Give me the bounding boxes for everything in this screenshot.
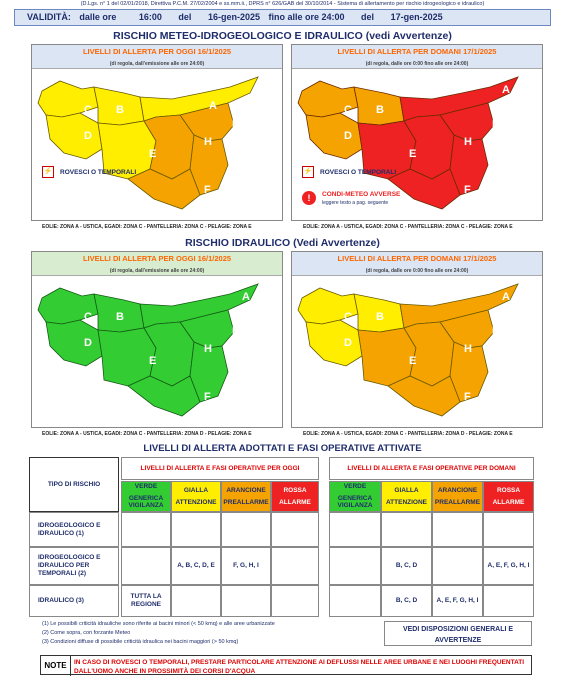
- table-cell: B, C, D: [381, 547, 432, 585]
- zone-d: [46, 320, 102, 366]
- svg-text:E: E: [149, 148, 157, 160]
- panel-subtitle: (di regola, dall'emissione alle ore 24:00): [109, 268, 205, 274]
- svg-text:C: C: [344, 311, 352, 323]
- panel-hydraulic-today: [31, 251, 283, 428]
- zone-d: [46, 113, 102, 159]
- svg-text:G: G: [228, 383, 237, 395]
- table-cell: B, C, D: [381, 585, 432, 617]
- table-cell: [221, 512, 271, 547]
- svg-text:F: F: [204, 391, 211, 403]
- table-cell: A, B, C, D, E: [171, 547, 221, 585]
- legend-adverse-sub: leggere testo a pag. seguente: [322, 200, 389, 206]
- svg-text:A: A: [209, 100, 217, 112]
- alert-table: [29, 457, 534, 617]
- table-cell: [121, 512, 171, 547]
- note-text: IN CASO DI ROVESCI O TEMPORALI, PRESTARE PARTICOLARE ATTENZIONE AI DEFLUSSI NELLE AREE URBANE E NEI LUOGHI FREQUENTATI DALL'UOMO ANCHE IN PROSSIMITÀ DEI CORSI D'ACQUA: [74, 659, 525, 675]
- svg-text:B: B: [376, 311, 384, 323]
- islands-note: EOLIE: ZONA A - USTICA, EGADI: ZONA C - PANTELLERIA: ZONA C - PELAGIE: ZONA E: [303, 224, 513, 230]
- note-box: [40, 655, 532, 675]
- panel-subtitle: (di regola, dalle ore 0:00 fino alle ore 24:00): [365, 268, 469, 274]
- level-red-tomorrow: ROSSA ALLARME: [483, 481, 534, 512]
- table-cell: F, G, H, I: [221, 547, 271, 585]
- svg-text:H: H: [464, 136, 472, 148]
- panel-title: LIVELLI DI ALLERTA PER DOMANI 17/1/2025: [337, 254, 497, 263]
- del-label-2: del: [361, 12, 375, 22]
- from-time: 16:00: [138, 12, 162, 22]
- svg-text:G: G: [488, 176, 497, 188]
- note-label: NOTE: [41, 656, 71, 676]
- storm-icon: ⚡: [302, 166, 314, 178]
- table-cell: [271, 585, 319, 617]
- svg-text:C: C: [84, 104, 92, 116]
- islands-note: EOLIE: ZONA A - USTICA, EGADI: ZONA C - PANTELLERIA: ZONA C - PELAGIE: ZONA E: [42, 224, 252, 230]
- del-label-1: del: [178, 12, 192, 22]
- zone-d: [306, 113, 362, 159]
- table-cell: [271, 547, 319, 585]
- table-cell: [329, 585, 381, 617]
- svg-text:F: F: [464, 184, 471, 196]
- table-cell: [432, 512, 483, 547]
- level-orange-today: ARANCIONE PREALLARME: [221, 481, 271, 512]
- svg-text:D: D: [344, 337, 352, 349]
- svg-text:E: E: [409, 355, 417, 367]
- row-label-idrogeo: IDROGEOLOGICO E IDRAULICO (1): [29, 512, 119, 547]
- storm-icon: ⚡: [42, 166, 54, 178]
- panel-meteo-tomorrow: [291, 44, 543, 221]
- to-date: 17-gen-2025: [390, 12, 443, 22]
- svg-text:D: D: [84, 130, 92, 142]
- svg-text:I: I: [492, 325, 496, 337]
- table-title: LIVELLI DI ALLERTA ADOTTATI E FASI OPERATIVE ATTIVATE: [143, 443, 422, 454]
- row-label-idraulico: IDRAULICO (3): [29, 585, 119, 617]
- warning-icon: !: [302, 191, 316, 205]
- general-provisions-button[interactable]: VEDI DISPOSIZIONI GENERALI E AVVERTENZE: [384, 621, 532, 646]
- svg-text:A: A: [502, 84, 510, 96]
- level-orange-tomorrow: ARANCIONE PREALLARME: [432, 481, 483, 512]
- svg-text:F: F: [204, 184, 211, 196]
- svg-text:I: I: [232, 325, 236, 337]
- svg-text:G: G: [228, 176, 237, 188]
- svg-text:H: H: [204, 343, 212, 355]
- table-cell: [381, 512, 432, 547]
- level-red-today: ROSSA ALLARME: [271, 481, 319, 512]
- svg-text:H: H: [204, 136, 212, 148]
- table-cell: [432, 547, 483, 585]
- table-cell: [171, 585, 221, 617]
- footnote-3: (3) Condizioni diffuse di possibile criticità idraulica nei bacini maggiori (> 50 kmq): [42, 639, 239, 645]
- legend-storm: ROVESCI O TEMPORALI: [60, 169, 137, 176]
- section-meteo-title: RISCHIO METEO-IDROGEOLOGICO E IDRAULICO (vedi Avvertenze): [113, 30, 452, 42]
- legend-storm: ROVESCI O TEMPORALI: [320, 169, 397, 176]
- legal-reference: (D.Lgs. n° 1 del 02/01/2018, Direttiva P.C.M. 27/02/2004 e ss.mm.ii., DPRS n° 626/GAB del 30/10/2014 - Sistema di allertamento per rischio idrogeologico e idraulico): [80, 1, 485, 7]
- panel-subtitle: (di regola, dalle ore 0:00 fino alle ore 24:00): [365, 61, 469, 67]
- table-cell: [329, 547, 381, 585]
- svg-text:A: A: [242, 291, 250, 303]
- today-header: LIVELLI DI ALLERTA E FASI OPERATIVE PER OGGI: [121, 457, 319, 480]
- svg-text:B: B: [116, 311, 124, 323]
- footnote-2: (2) Come sopra, con forzante Meteo: [42, 630, 131, 636]
- panel-subtitle: (di regola, dall'emissione alle ore 24:00): [109, 61, 205, 67]
- svg-text:D: D: [84, 337, 92, 349]
- to-label: fino alle ore 24:00: [268, 12, 345, 22]
- section-hydraulic-title: RISCHIO IDRAULICO (Vedi Avvertenze): [185, 237, 380, 249]
- level-green-tomorrow: VERDE GENERICA VIGILANZA: [329, 481, 381, 512]
- svg-text:E: E: [409, 148, 417, 160]
- svg-text:I: I: [232, 118, 236, 130]
- zone-f: [128, 169, 200, 209]
- row-label-temporali: IDROGEOLOGICO E IDRAULICO PER TEMPORALI (2): [29, 547, 119, 585]
- zone-f: [388, 376, 460, 416]
- from-label: dalle ore: [79, 12, 117, 22]
- svg-text:F: F: [464, 391, 471, 403]
- svg-text:I: I: [492, 118, 496, 130]
- sicily-map: [32, 276, 282, 428]
- svg-text:C: C: [344, 104, 352, 116]
- level-yellow-today: GIALLA ATTENZIONE: [171, 481, 221, 512]
- svg-text:G: G: [488, 383, 497, 395]
- legend-adverse: CONDI-METEO AVVERSE: [322, 191, 401, 198]
- table-cell: A, E, F, G, H, I: [432, 585, 483, 617]
- sicily-map: [292, 69, 542, 221]
- svg-text:D: D: [344, 130, 352, 142]
- svg-text:A: A: [502, 291, 510, 303]
- sicily-map: [32, 69, 282, 221]
- table-cell: [483, 585, 534, 617]
- validity-label: VALIDITÀ:: [27, 12, 71, 22]
- svg-text:C: C: [84, 311, 92, 323]
- table-cell: [221, 585, 271, 617]
- panel-hydraulic-tomorrow: [291, 251, 543, 428]
- islands-note: EOLIE: ZONA A - USTICA, EGADI: ZONA C - PANTELLERIA: ZONA D - PELAGIE: ZONA E: [42, 431, 252, 437]
- panel-title: LIVELLI DI ALLERTA PER DOMANI 17/1/2025: [337, 47, 497, 56]
- svg-text:B: B: [376, 104, 384, 116]
- table-cell: A, E, F, G, H, I: [483, 547, 534, 585]
- panel-meteo-today: [31, 44, 283, 221]
- validity-bar: [14, 9, 551, 26]
- level-yellow-tomorrow: GIALLA ATTENZIONE: [381, 481, 432, 512]
- table-cell: [171, 512, 221, 547]
- tomorrow-header: LIVELLI DI ALLERTA E FASI OPERATIVE PER DOMANI: [329, 457, 534, 480]
- sicily-map: [292, 276, 542, 428]
- panel-title: LIVELLI DI ALLERTA PER OGGI 16/1/2025: [82, 254, 232, 263]
- table-cell: [483, 512, 534, 547]
- from-date: 16-gen-2025: [207, 12, 260, 22]
- zone-d: [306, 320, 362, 366]
- zone-f: [388, 169, 460, 209]
- risk-header: TIPO DI RISCHIO: [29, 457, 119, 512]
- table-cell: TUTTA LA REGIONE: [121, 585, 171, 617]
- footnote-1: (1) Le possibili criticità idrauliche sono riferite ai bacini minori (< 50 kmq) e alle aree urbanizzate: [42, 621, 275, 627]
- svg-text:B: B: [116, 104, 124, 116]
- svg-text:E: E: [149, 355, 157, 367]
- level-green-today: VERDE GENERICA VIGILANZA: [121, 481, 171, 512]
- panel-title: LIVELLI DI ALLERTA PER OGGI 16/1/2025: [82, 47, 232, 56]
- svg-text:H: H: [464, 343, 472, 355]
- table-cell: [329, 512, 381, 547]
- table-cell: [121, 547, 171, 585]
- zone-f: [128, 376, 200, 416]
- islands-note: EOLIE: ZONA A - USTICA, EGADI: ZONA C - PANTELLERIA: ZONA D - PELAGIE: ZONA E: [303, 431, 513, 437]
- table-cell: [271, 512, 319, 547]
